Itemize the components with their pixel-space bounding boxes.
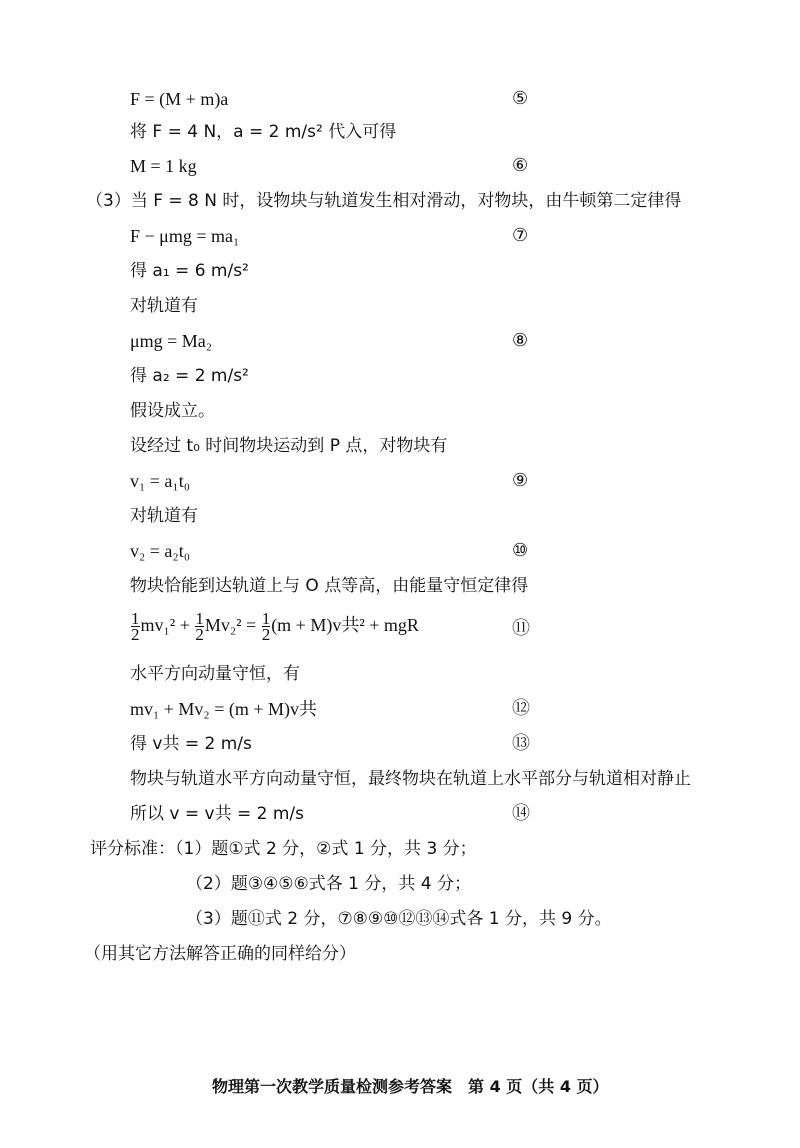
result-v-common: 得 v共 = 2 m/s [130,734,252,754]
equation-marker-14: ⑭ [512,803,530,824]
scoring-criteria-3: （3）题⑪式 2 分，⑦⑧⑨⑩⑫⑬⑭式各 1 分，共 9 分。 [186,909,612,929]
text-final-state: 物块与轨道水平方向动量守恒，最终物块在轨道上水平部分与轨道相对静止 [130,769,691,789]
result-a2: 得 a₂ = 2 m/s² [130,366,249,386]
equation-marker-5: ⑤ [512,88,529,109]
text-time-t0: 设经过 t₀ 时间物块运动到 P 点，对物块有 [130,436,448,456]
page-footer: 物理第一次教学质量检测参考答案 第 4 页（共 4 页） [212,1077,609,1096]
text-track-2: 对轨道有 [130,506,198,526]
equation-11-term-d: mgR [383,615,419,635]
equation-marker-10: ⑩ [512,540,529,561]
equation-7: F − μmg = ma₁ [130,226,240,246]
equation-11-term-a: mv₁² [140,615,176,635]
equation-marker-8: ⑧ [512,330,529,351]
equation-9: v₁ = a₁t₀ [130,471,190,491]
equation-marker-13: ⑬ [512,733,530,754]
result-final-velocity: 所以 v = v共 = 2 m/s [130,804,304,824]
equation-6: M = 1 kg [130,156,197,176]
scoring-criteria-2: （2）题③④⑤⑥式各 1 分，共 4 分； [186,874,472,894]
equation-marker-6: ⑥ [512,155,529,176]
text-substitute-values: 将 F = 4 N，a = 2 m/s² 代入可得 [130,122,397,142]
equation-marker-9: ⑨ [512,470,529,491]
equation-marker-12: ⑫ [512,698,530,719]
equation-11-term-c: (m + M)v共² [271,615,365,635]
fraction-half: $\frac{1}{2}$ [131,609,140,645]
equation-marker-7: ⑦ [512,225,529,246]
part-3-intro: （3）当 F = 8 N 时，设物块与轨道发生相对滑动，对物块，由牛顿第二定律得 [86,191,682,211]
equation-12: mv₁ + Mv₂ = (m + M)v共 [130,699,318,719]
fraction-half: $\frac{1}{2}$ [261,609,271,645]
text-assumption-holds: 假设成立。 [130,401,215,421]
text-energy-conservation: 物块恰能到达轨道上与 O 点等高，由能量守恒定律得 [130,576,529,596]
result-a1: 得 a₁ = 6 m/s² [130,261,249,281]
alternative-method-note: （用其它方法解答正确的同样给分） [84,944,356,964]
equation-11: $\frac{1}{2}$ mv₁² + $\frac{1}{2}$ Mv₂² = $\frac{1}{2}$ (m + M)v共² + mgR [131,609,419,645]
equation-5: F = (M + m)a [130,89,229,109]
scoring-criteria-1: 评分标准：（1）题①式 2 分，②式 1 分，共 3 分； [90,839,477,859]
text-momentum-conservation: 水平方向动量守恒，有 [130,664,300,684]
equation-10: v₂ = a₂t₀ [130,541,190,561]
equation-11-term-b: Mv₂² [204,615,242,635]
text-track-1: 对轨道有 [130,296,198,316]
fraction-half: $\frac{1}{2}$ [195,609,204,645]
equation-marker-11: ⑪ [512,618,530,639]
equation-8: μmg = Ma₂ [130,331,213,351]
